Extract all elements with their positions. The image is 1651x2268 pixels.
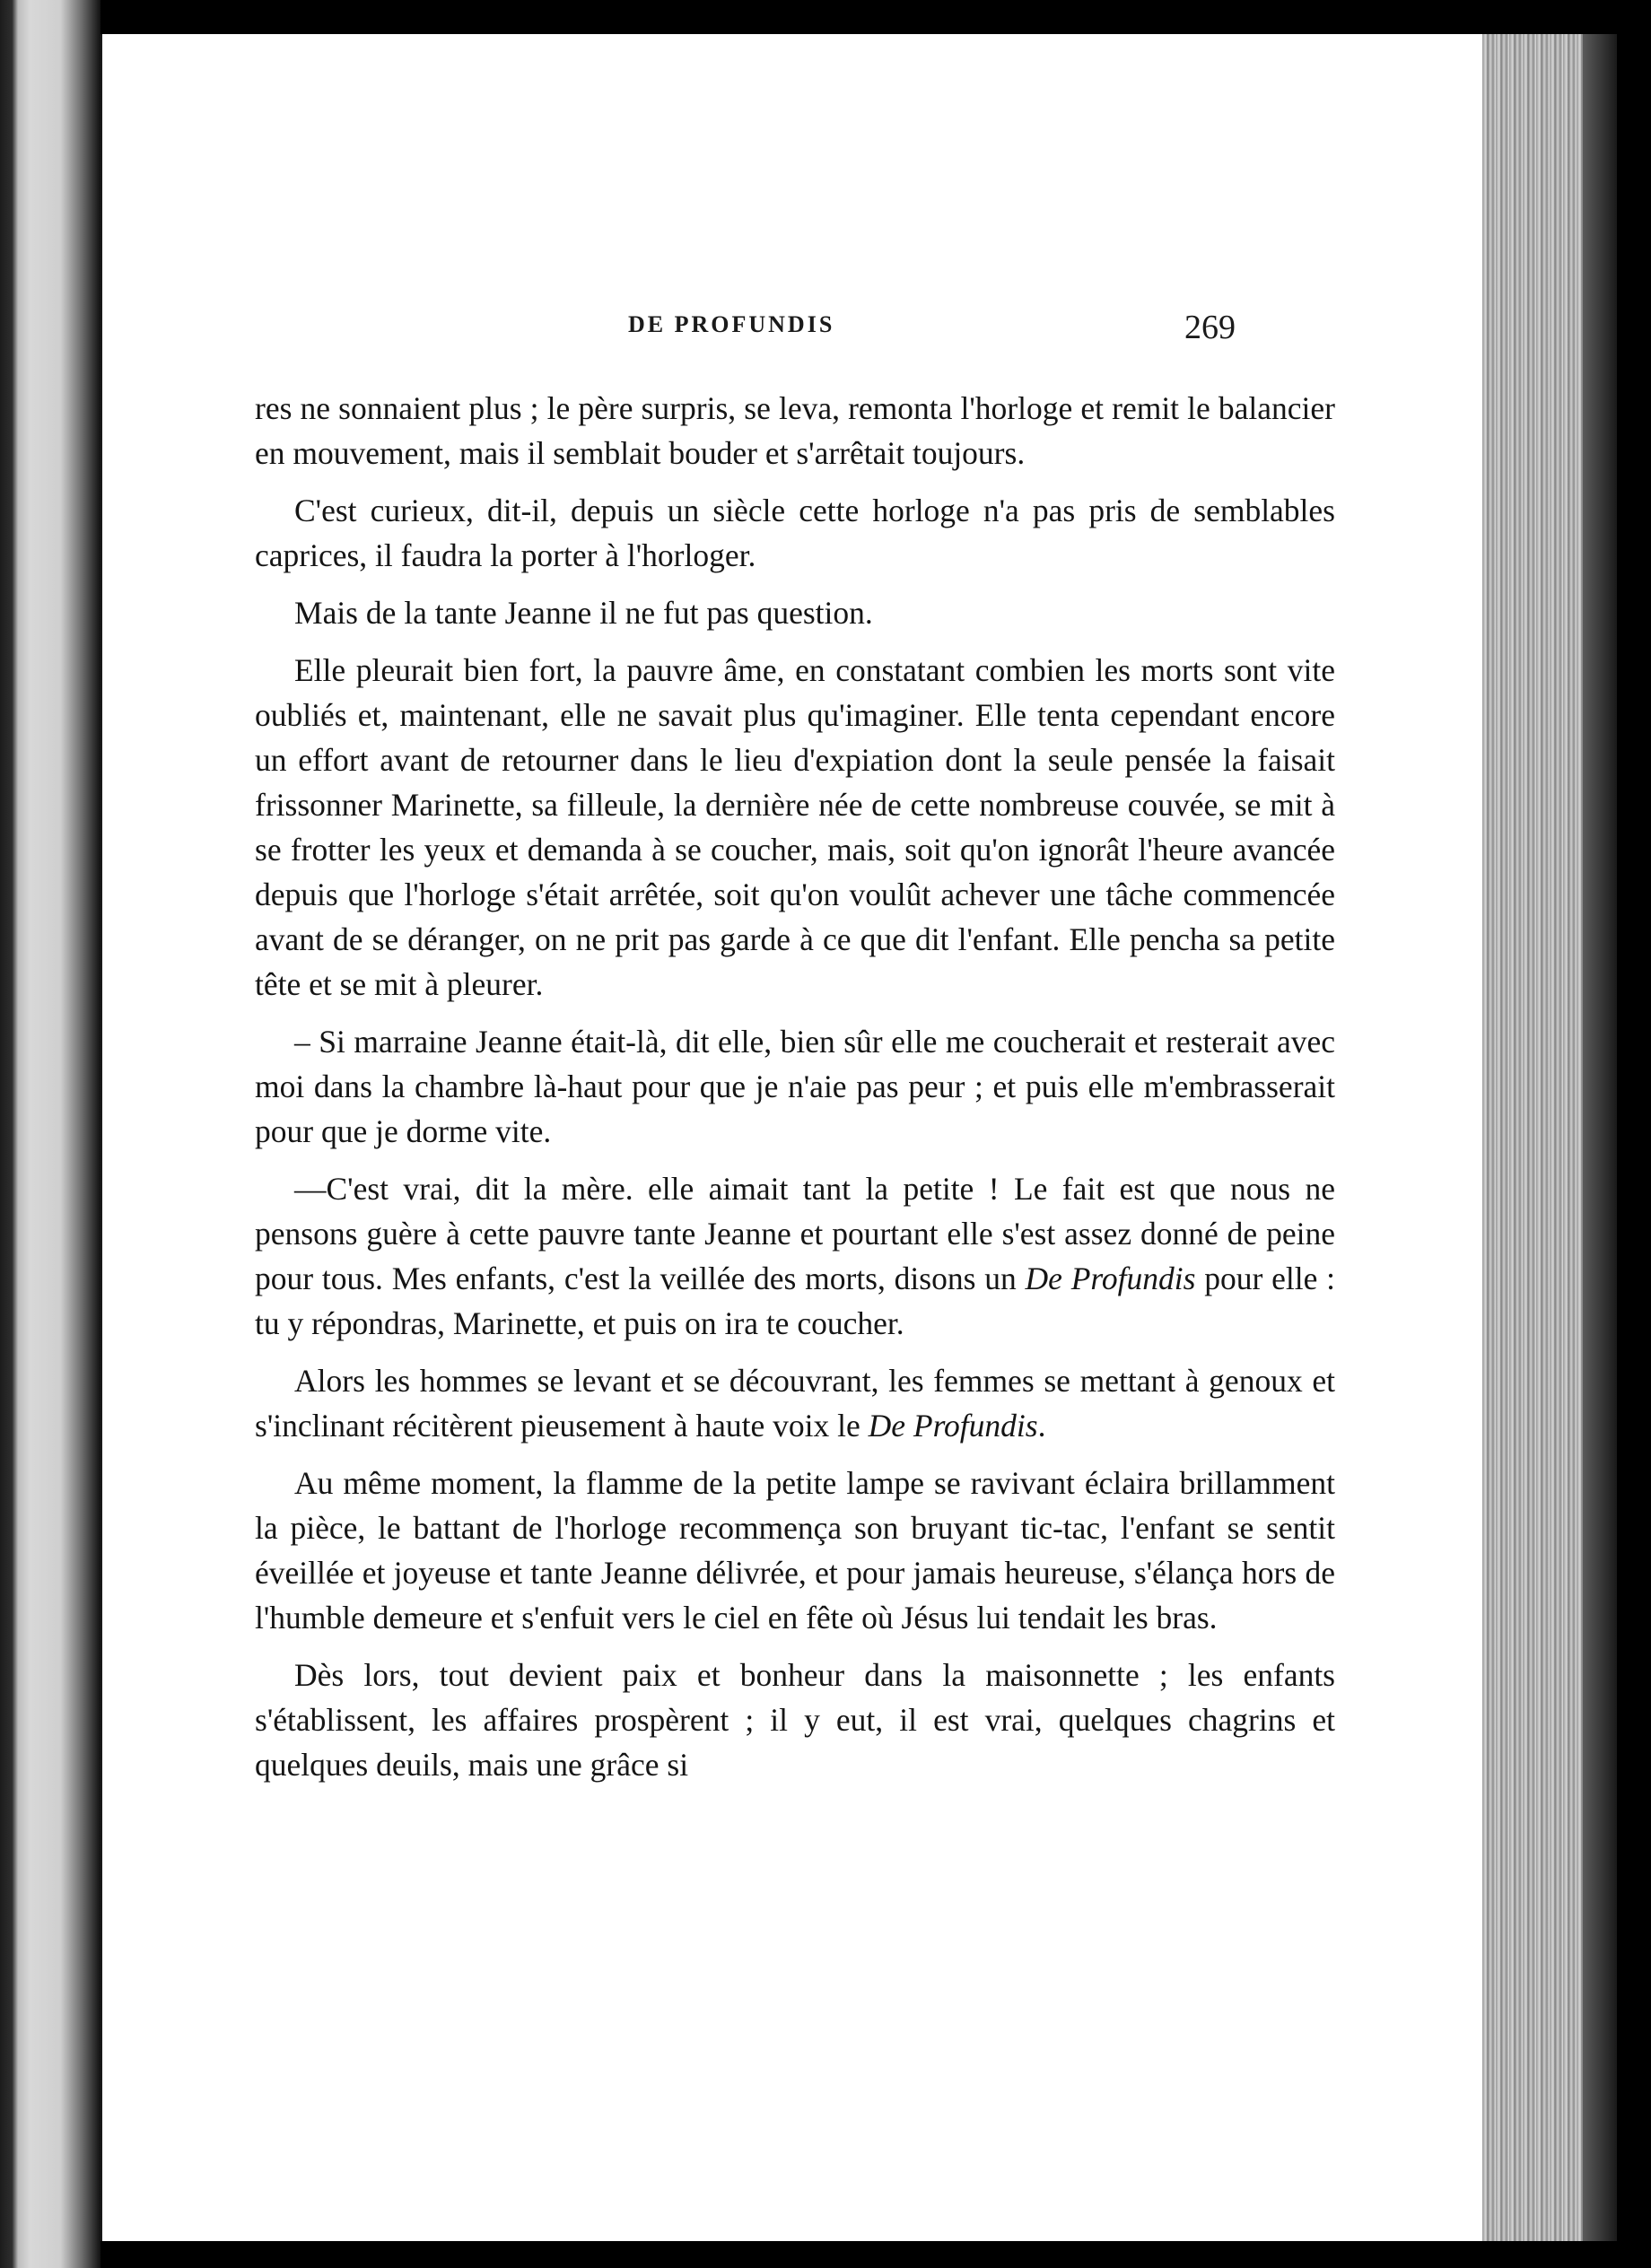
paragraph-7-text: Alors les hommes se levant et se découvrant, les femmes se mettant à genoux et s'inclinant récitèrent pieusement à haute voix le	[255, 1363, 1335, 1444]
paragraph-6-text-end: pour elle : tu y répondras, Marinette, et puis on ira te coucher.	[255, 1260, 1335, 1341]
page-block-edges	[1482, 34, 1617, 2241]
paragraph-7	[255, 1358, 1335, 1448]
paragraph-7-italic-title: De Profundis	[868, 1408, 1038, 1444]
paragraph-6-italic-title: De Profundis	[1025, 1260, 1196, 1296]
page-number: 269	[1184, 309, 1236, 346]
body-text	[255, 386, 1335, 1800]
paragraph-6	[255, 1166, 1335, 1346]
running-title: DE PROFUNDIS	[628, 311, 835, 337]
book-page	[100, 34, 1482, 2241]
paragraph-1: res ne sonnaient plus ; le père surpris, se leva, remonta l'horloge et remit le balancier en mouvement, mais il semblait bouder et s'arrêtait toujours.	[255, 390, 1335, 471]
paragraph-6-text: —C'est vrai, dit la mère. elle aimait tant la petite ! Le fait est que nous ne pensons guère à cette pauvre tante Jeanne et pourtant elle s'est assez donné de peine pour tous. Mes enfants, c'est la veillée des morts, disons un	[255, 1171, 1335, 1296]
paragraph-2: C'est curieux, dit-il, depuis un siècle cette horloge n'a pas pris de semblables caprices, il faudra la porter à l'horloger.	[255, 493, 1335, 573]
paragraph-3: Mais de la tante Jeanne il ne fut pas question.	[294, 595, 873, 631]
paragraph-8: Au même moment, la flamme de la petite lampe se ravivant éclaira brillamment la pièce, le battant de l'horloge recommença son bruyant tic-tac, l'enfant se sentit éveillée et joyeuse et tante Jeanne délivrée, et pour jamais heureuse, s'élança hors de l'humble demeure et s'enfuit vers le ciel en fête où Jésus lui tendait les bras.	[255, 1465, 1335, 1636]
book-spine-edge	[0, 0, 100, 2268]
paragraph-7-text-end: .	[1037, 1408, 1046, 1444]
paragraph-4: Elle pleurait bien fort, la pauvre âme, en constatant combien les morts sont vite oubliés et, maintenant, elle ne savait plus qu'imaginer. Elle tenta cependant encore un effort avant de retourner dans le lieu d'expiation dont la seule pensée la faisait frissonner Marinette, sa filleule, la dernière née de cette nombreuse couvée, se mit à se frotter les yeux et demanda à se coucher, mais, soit qu'on ignorât l'heure avancée depuis que l'horloge s'était arrêtée, soit qu'on voulût achever une tâche commencée avant de se déranger, on ne prit pas garde à ce que dit l'enfant. Elle pencha sa petite tête et se mit à pleurer.	[255, 652, 1335, 1002]
paragraph-9: Dès lors, tout devient paix et bonheur dans la maisonnette ; les enfants s'établissent, les affaires prospèrent ; il y eut, il est vrai, quelques chagrins et quelques deuils, mais une grâce si	[255, 1657, 1335, 1783]
paragraph-5: – Si marraine Jeanne était-là, dit elle, bien sûr elle me coucherait et resterait avec moi dans la chambre là-haut pour que je n'aie pas peur ; et puis elle m'embrasserait pour que je dorme vite.	[255, 1024, 1335, 1149]
